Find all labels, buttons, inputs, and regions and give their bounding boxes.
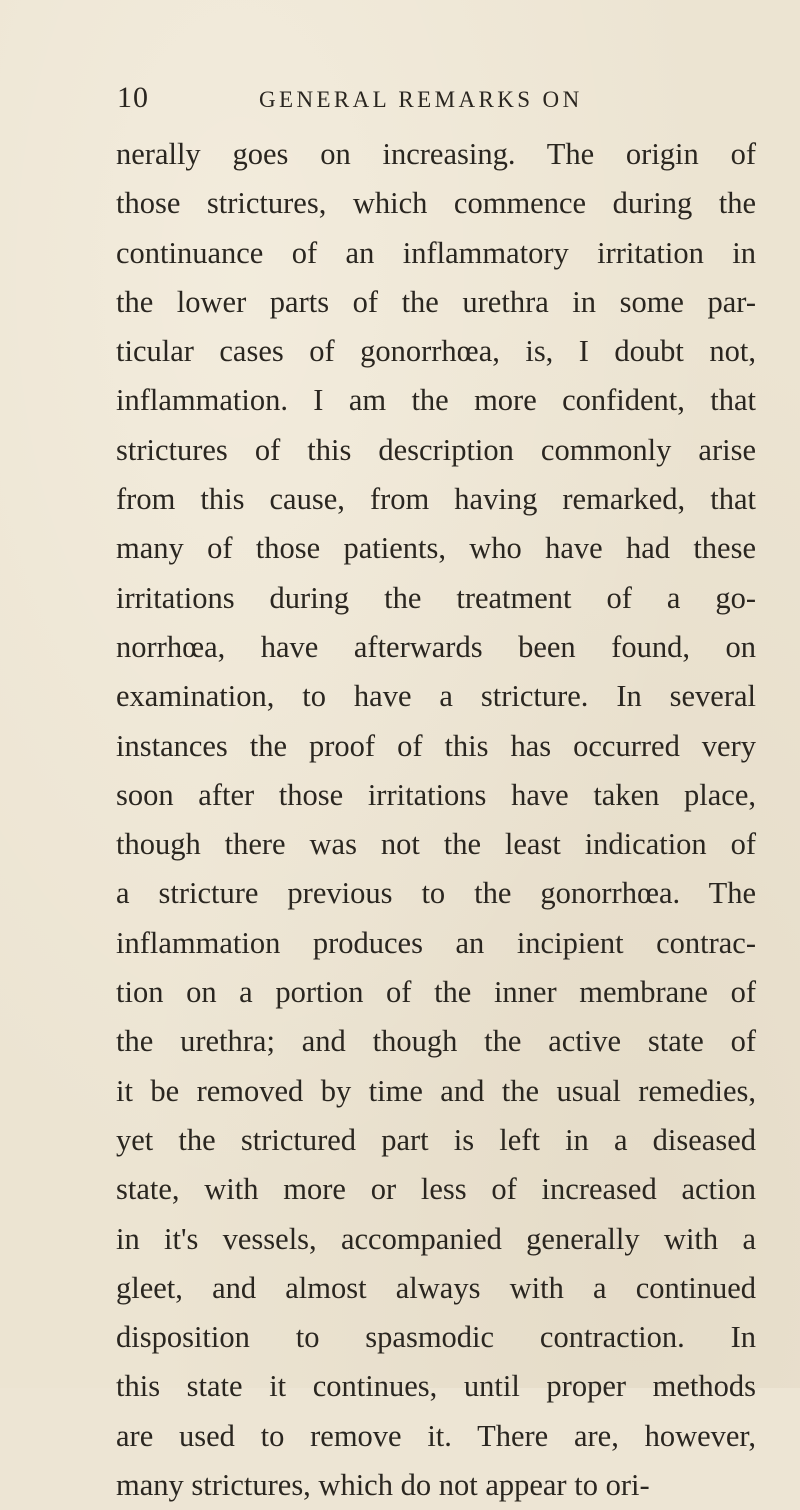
text-line: norrhœa, have afterwards been found, on [116,629,756,664]
text-line: it be removed by time and the usual remedies, [116,1073,756,1108]
text-line: continuance of an inflammatory irritation in [116,235,756,270]
text-line: inflammation. I am the more confident, that [116,383,756,418]
text-line: many of those patients, who have had these [116,531,756,566]
text-line: inflammation produces an incipient contrac- [116,925,756,960]
text-line: those strictures, which commence during the [116,186,756,221]
text-line: the urethra; and though the active state of [116,1024,756,1059]
text-line: instances the proof of this has occurred very [116,728,756,763]
text-line: yet the strictured part is left in a diseased [116,1122,756,1157]
text-line: are used to remove it. There are, however, [116,1418,756,1453]
text-line: disposition to spasmodic contraction. In [116,1320,756,1355]
text-line: tion on a portion of the inner membrane of [116,975,756,1010]
text-line: this state it continues, until proper methods [116,1369,756,1404]
text-line: strictures of this description commonly arise [116,432,756,467]
text-line: nerally goes on increasing. The origin of [116,137,756,171]
text-line: irritations during the treatment of a go- [116,580,756,615]
page-header [117,78,717,118]
text-line: state, with more or less of increased action [116,1172,756,1207]
text-line: though there was not the least indication of [116,827,756,862]
text-line: ticular cases of gonorrhœa, is, I doubt not, [116,334,756,369]
text-line: many strictures, which do not appear to ori- [116,1468,650,1503]
text-line: a stricture previous to the gonorrhœa. The [116,876,756,911]
text-line: soon after those irritations have taken place, [116,777,756,812]
text-line: examination, to have a stricture. In several [116,679,756,714]
text-line: in it's vessels, accompanied generally with a [116,1221,756,1256]
running-head: GENERAL REMARKS ON [259,87,583,112]
text-line: the lower parts of the urethra in some par- [116,284,756,319]
text-line: from this cause, from having remarked, that [116,482,756,517]
body-text [116,130,756,1510]
page-number: 10 [117,81,149,114]
text-line: gleet, and almost always with a continued [116,1270,756,1305]
